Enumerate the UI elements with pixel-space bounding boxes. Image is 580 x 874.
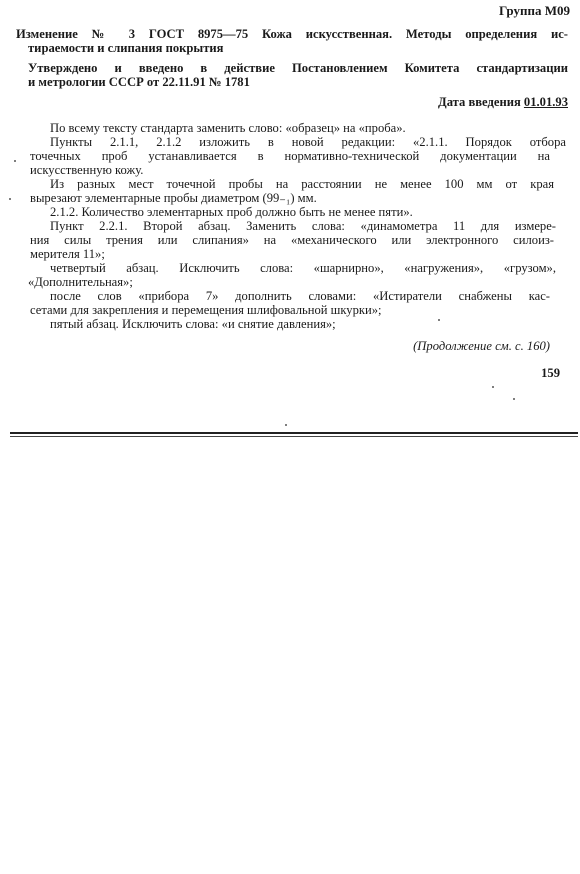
approval-line-2: и метрологии СССР от 22.11.91 № 1781	[28, 75, 250, 89]
body-line: Из разных мест точечной пробы на расстоянии не менее 100 мм от края	[50, 177, 554, 191]
body-line: сетами для закрепления и перемещения шлифовальной шкурки»;	[30, 303, 382, 317]
scan-speck	[285, 424, 287, 426]
group-code: Группа М09	[498, 3, 570, 18]
effective-date-value: 01.01.93	[523, 95, 568, 109]
scan-speck	[513, 398, 515, 400]
body-line: мерителя 11»;	[30, 247, 105, 261]
page-divider-thin	[10, 436, 578, 437]
effective-date	[438, 95, 568, 110]
scan-speck	[492, 386, 494, 388]
effective-date-label: Дата введения	[438, 95, 521, 109]
body-line: Пункты 2.1.1, 2.1.2 изложить в новой редакции: «2.1.1. Порядок отбора	[50, 135, 566, 149]
body-line: искусственную кожу.	[30, 163, 144, 177]
amendment-title-line-1: Изменение № 3 ГОСТ 8975—75 Кожа искусственная. Методы определения ис-	[16, 27, 568, 41]
body-line: ния силы трения или слипания» на «механического или электронного силоиз-	[30, 233, 554, 247]
body-line: «Дополнительная»;	[28, 275, 133, 289]
scan-speck	[9, 198, 11, 200]
body-line: 2.1.2. Количество элементарных проб должно быть не менее пяти».	[50, 205, 413, 219]
body-line: вырезают элементарные пробы диаметром (99₋₁) мм.	[30, 191, 317, 205]
body-line: точечных проб устанавливается в нормативно-технической документации на	[30, 149, 550, 163]
body-line: По всему тексту стандарта заменить слово: «образец» на «проба».	[50, 121, 406, 135]
body-line: пятый абзац. Исключить слова: «и снятие давления»;	[50, 317, 336, 331]
scan-speck	[438, 319, 440, 321]
page-number: 159	[541, 366, 560, 380]
page-divider-thick	[10, 432, 578, 434]
amendment-title-line-2: тираемости и слипания покрытия	[28, 41, 224, 55]
body-line: Пункт 2.2.1. Второй абзац. Заменить слова: «динамометра 11 для измере-	[50, 219, 556, 233]
approval-line-1: Утверждено и введено в действие Постановлением Комитета стандартизации	[28, 61, 568, 75]
body-line: четвертый абзац. Исключить слова: «шарнирно», «нагружения», «грузом»,	[50, 261, 556, 275]
body-line: после слов «прибора 7» дополнить словами: «Истиратели снабжены кас-	[50, 289, 550, 303]
scan-speck	[14, 160, 16, 162]
continuation-note: (Продолжение см. с. 160)	[413, 339, 550, 353]
